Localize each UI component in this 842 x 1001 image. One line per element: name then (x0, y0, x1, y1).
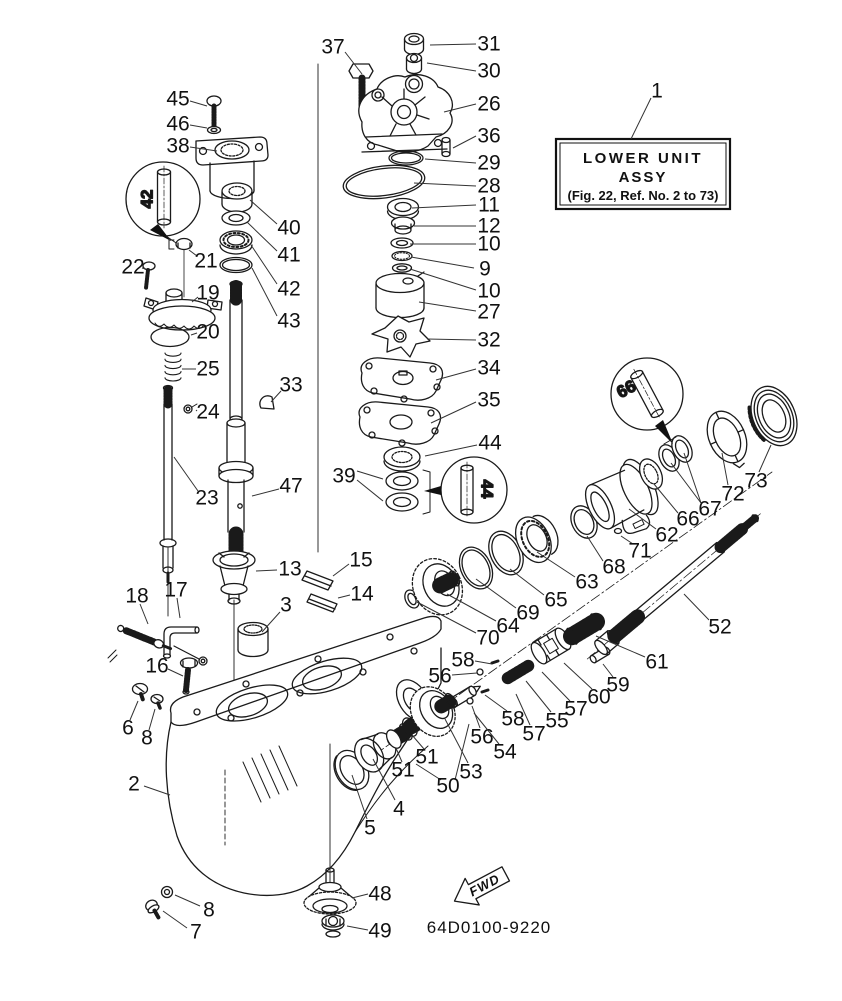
part-number-21: 21 (194, 249, 218, 273)
leader-line (168, 669, 183, 676)
leader-line (425, 159, 476, 163)
part-number-46: 46 (166, 112, 190, 136)
part-number-27: 27 (477, 300, 501, 324)
part-number-60: 60 (587, 685, 611, 709)
leader-line (251, 245, 277, 284)
part-number-36: 36 (477, 124, 501, 148)
bubble-part-number: 44 (477, 479, 497, 499)
water-pump-group (341, 34, 452, 515)
title-box (556, 139, 730, 209)
leader-line (357, 480, 383, 501)
leader-line (347, 926, 368, 930)
part-number-69: 69 (516, 601, 540, 625)
leader-line (476, 579, 516, 608)
leader-line (684, 594, 709, 620)
leader-line (430, 44, 476, 45)
leader-line (163, 911, 187, 928)
leader-line (411, 257, 474, 268)
leader-line (190, 101, 207, 106)
part-number-14: 14 (350, 582, 374, 606)
part-number-51: 51 (415, 745, 439, 769)
part-number-20: 20 (196, 320, 220, 344)
leader-line (352, 894, 368, 898)
leader-line (412, 205, 476, 208)
part-number-18: 18 (125, 584, 149, 608)
leader-line (144, 786, 170, 795)
leader-line (537, 552, 575, 577)
part-number-45: 45 (166, 87, 190, 111)
part-number-34: 34 (477, 356, 501, 380)
part-number-30: 30 (477, 59, 501, 83)
part-number-42: 42 (277, 277, 301, 301)
part-number-39: 39 (332, 464, 356, 488)
part-number-37: 37 (321, 35, 345, 59)
sleeve-keys-bushing-group (213, 551, 337, 656)
leader-line (452, 673, 477, 675)
needle-bearing-detail-bubble-left (126, 162, 200, 247)
part-number-72: 72 (721, 482, 745, 506)
part-number-8: 8 (203, 898, 215, 922)
part-number-68: 68 (602, 555, 626, 579)
leader-line (262, 612, 280, 632)
part-number-52: 52 (708, 615, 732, 639)
title-box-line2: ASSY (618, 169, 668, 186)
leader-line (475, 661, 492, 664)
leader-line (427, 339, 476, 340)
leader-line (357, 471, 383, 479)
part-number-23: 23 (195, 486, 219, 510)
part-number-62: 62 (655, 523, 679, 547)
part-number-56: 56 (470, 725, 494, 749)
part-number-73: 73 (744, 469, 768, 493)
part-number-2: 2 (128, 772, 140, 796)
leader-line (427, 63, 476, 71)
part-number-8: 8 (141, 726, 153, 750)
part-number-40: 40 (277, 216, 301, 240)
bubble-part-number: 66 (613, 376, 640, 402)
fwd-arrow-label: FWD (466, 870, 503, 900)
part-number-66: 66 (676, 507, 700, 531)
part-number-3: 3 (280, 593, 292, 617)
part-number-33: 33 (279, 373, 303, 397)
leader-line (671, 463, 701, 503)
part-number-1: 1 (651, 79, 663, 103)
leader-line (414, 183, 476, 186)
part-number-29: 29 (477, 151, 501, 175)
part-number-58: 58 (501, 707, 525, 731)
part-number-22: 22 (121, 255, 145, 279)
part-number-25: 25 (196, 357, 220, 381)
leader-line (684, 453, 701, 503)
part-number-47: 47 (279, 474, 303, 498)
part-number-65: 65 (544, 588, 568, 612)
bubble-part-number: 42 (137, 189, 157, 209)
part-number-19: 19 (196, 281, 220, 305)
part-number-44: 44 (478, 431, 502, 455)
part-number-28: 28 (477, 174, 501, 198)
part-number-61: 61 (645, 650, 669, 674)
leader-line (256, 570, 277, 571)
title-box-line1: LOWER UNIT (583, 150, 703, 167)
part-number-24: 24 (196, 400, 220, 424)
fwd-arrow (447, 861, 512, 915)
part-number-35: 35 (477, 388, 501, 412)
part-number-70: 70 (476, 626, 500, 650)
leader-line (338, 595, 350, 598)
part-number-41: 41 (277, 243, 301, 267)
part-number-26: 26 (477, 92, 501, 116)
part-number-16: 16 (145, 654, 169, 678)
leader-line (419, 302, 476, 311)
part-number-59: 59 (606, 673, 630, 697)
part-number-10: 10 (477, 232, 501, 256)
leader-line (252, 268, 277, 316)
needle-bearing-detail-bubble-middle (424, 457, 507, 523)
leader-line (425, 445, 477, 456)
part-number-11: 11 (478, 193, 500, 217)
part-number-6: 6 (122, 716, 134, 740)
drive-shaft (219, 281, 253, 561)
part-number-54: 54 (493, 740, 517, 764)
leader-line (190, 125, 207, 128)
part-number-32: 32 (477, 328, 501, 352)
part-number-58: 58 (451, 648, 475, 672)
leader-line (453, 136, 476, 148)
leader-line (333, 564, 349, 576)
part-number-51: 51 (391, 758, 415, 782)
part-number-10: 10 (477, 279, 501, 303)
upper-bearing-housing-group (196, 96, 268, 273)
part-number-17: 17 (164, 578, 188, 602)
part-number-38: 38 (166, 134, 190, 158)
leader-line (587, 536, 603, 561)
leader-line (175, 895, 200, 906)
part-number-43: 43 (277, 309, 301, 333)
part-number-50: 50 (436, 774, 460, 798)
part-number-15: 15 (349, 548, 373, 572)
part-number-5: 5 (364, 816, 376, 840)
part-number-56: 56 (428, 664, 452, 688)
part-number-31: 31 (477, 32, 501, 56)
part-number-4: 4 (393, 797, 405, 821)
part-number-71: 71 (628, 539, 652, 563)
part-number-13: 13 (278, 557, 302, 581)
leader-line (759, 445, 771, 472)
part-number-7: 7 (190, 920, 202, 944)
part-number-63: 63 (575, 570, 599, 594)
part-number-48: 48 (368, 882, 392, 906)
part-number-12: 12 (477, 214, 501, 238)
part-number-9: 9 (479, 257, 491, 281)
leader-line (631, 98, 651, 139)
leader-line (510, 569, 544, 595)
part-number-57: 57 (522, 722, 546, 746)
leader-line (526, 681, 551, 712)
part-number-67: 67 (698, 497, 722, 521)
leader-line (250, 200, 277, 224)
part-number-53: 53 (459, 760, 483, 784)
needle-bearing-detail-bubble-right (611, 358, 683, 444)
leader-line (252, 489, 279, 496)
part-number-55: 55 (545, 709, 569, 733)
title-box-line3: (Fig. 22, Ref. No. 2 to 73) (567, 188, 719, 203)
part-number-64: 64 (496, 614, 520, 638)
drawing-number: 64D0100-9220 (426, 918, 552, 937)
part-number-57: 57 (564, 697, 588, 721)
part-number-49: 49 (368, 919, 392, 943)
